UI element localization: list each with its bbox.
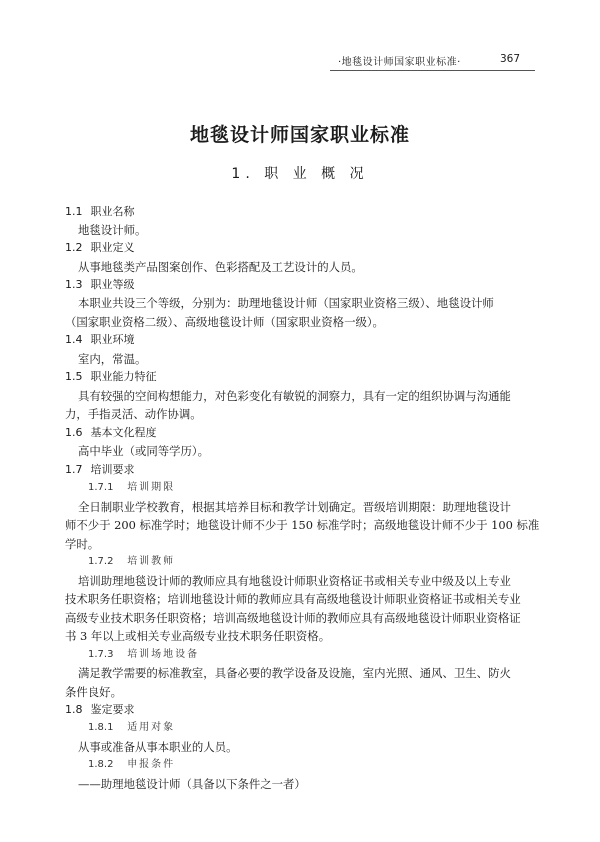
section-1-3-line-1: 本职业共设三个等级，分别为：助理地毯设计师（国家职业资格三级）、地毯设计师 [78, 296, 494, 310]
section-label: 职业名称 [90, 205, 135, 218]
section-1-4-text: 室内，常温。 [78, 352, 147, 366]
section-number: 1.8 [65, 703, 83, 716]
section-label: 基本文化程度 [90, 426, 157, 439]
section-label: 培训要求 [90, 463, 135, 476]
section-label: 职业环境 [90, 333, 135, 346]
section-1-7-1-line-1: 全日制职业学校教育，根据其培养目标和教学计划确定。晋级培训期限：助理地毯设计 [78, 500, 511, 514]
subsection-label: 培训期限 [127, 482, 176, 493]
section-1-7-2-line-3: 高级专业技术职务任职资格；培训高级地毯设计师的教师应具有高级地毯设计师职业资格证 [65, 611, 521, 625]
section-label: 职业等级 [90, 278, 135, 291]
section-number: 1.4 [65, 333, 83, 346]
section-1-7-1-line-2: 师不少于 200 标准学时；地毯设计师不少于 150 标准学时；高级地毯设计师不少于 100 标准 [65, 518, 540, 532]
page-number: 367 [500, 53, 521, 65]
section-1-7-3-heading [88, 648, 199, 662]
subsection-number: 1.7.1 [88, 482, 114, 493]
section-1-7-3-line-1: 满足教学需要的标准教室，具备必要的教学设备及设施，室内光照、通风、卫生、防火 [78, 666, 511, 680]
section-1-7-2-line-1: 培训助理地毯设计师的教师应具有地毯设计师职业资格证书或相关专业中级及以上专业 [78, 574, 511, 588]
section-1-8-2-heading [88, 758, 175, 772]
section-1-8-1-heading [88, 721, 175, 735]
section-1-5-line-2: 力，手指灵活、动作协调。 [65, 407, 202, 421]
subsection-label: 适用对象 [127, 722, 176, 733]
subsection-number: 1.7.3 [88, 649, 114, 660]
section-1-2-heading [65, 241, 135, 255]
section-number: 1.1 [65, 205, 83, 218]
section-1-8-2-text: ——助理地毯设计师（具备以下条件之一者） [78, 777, 306, 791]
section-1-7-heading [65, 463, 135, 477]
section-1-2-text: 从事地毯类产品图案创作、色彩搭配及工艺设计的人员。 [78, 260, 363, 274]
section-1-1-text: 地毯设计师。 [78, 223, 147, 237]
section-1-7-2-line-4: 书 3 年以上或相关专业高级专业技术职务任职资格。 [65, 629, 331, 643]
section-1-3-line-2: （国家职业资格二级）、高级地毯设计师（国家职业资格一级）。 [65, 315, 384, 329]
subsection-number: 1.7.2 [88, 556, 114, 567]
section-1-8-1-text: 从事或准备从事本职业的人员。 [78, 740, 238, 754]
section-number: 1.6 [65, 426, 83, 439]
section-label: 鉴定要求 [90, 703, 135, 716]
running-head: ·地毯设计师国家职业标准· [338, 57, 461, 68]
section-1-7-3-line-2: 条件良好。 [65, 685, 122, 699]
section-1-7-1-heading [88, 481, 175, 495]
section-number: 1.5 [65, 370, 83, 383]
section-number: 1.3 [65, 278, 83, 291]
section-1-5-heading [65, 370, 157, 384]
section-1-4-heading [65, 333, 135, 347]
section-1-7-2-heading [88, 555, 175, 569]
section-number: 1.7 [65, 463, 83, 476]
section-1-7-1-line-3: 学时。 [65, 537, 100, 551]
subsection-label: 培训场地设备 [127, 649, 200, 660]
section-label: 职业能力特征 [90, 370, 157, 383]
section-1-8-heading [65, 703, 135, 717]
section-1-3-heading [65, 278, 135, 292]
subsection-label: 申报条件 [127, 759, 176, 770]
section-1-7-2-line-2: 技术职务任职资格；培训地毯设计师的教师应具有高级地毯设计师职业资格证书或相关专业 [65, 592, 521, 606]
document-title: 地毯设计师国家职业标准 [189, 124, 410, 146]
subsection-label: 培训教师 [127, 556, 176, 567]
chapter-heading: 1. 职 业 概 况 [231, 166, 369, 182]
section-number: 1.2 [65, 241, 83, 254]
section-label: 职业定义 [90, 241, 135, 254]
subsection-number: 1.8.2 [88, 759, 114, 770]
section-1-1-heading [65, 205, 135, 219]
subsection-number: 1.8.1 [88, 722, 114, 733]
section-1-6-text: 高中毕业（或同等学历）。 [78, 444, 209, 458]
section-1-6-heading [65, 426, 157, 440]
section-1-5-line-1: 具有较强的空间构想能力，对色彩变化有敏锐的洞察力，具有一定的组织协调与沟通能 [78, 389, 511, 403]
